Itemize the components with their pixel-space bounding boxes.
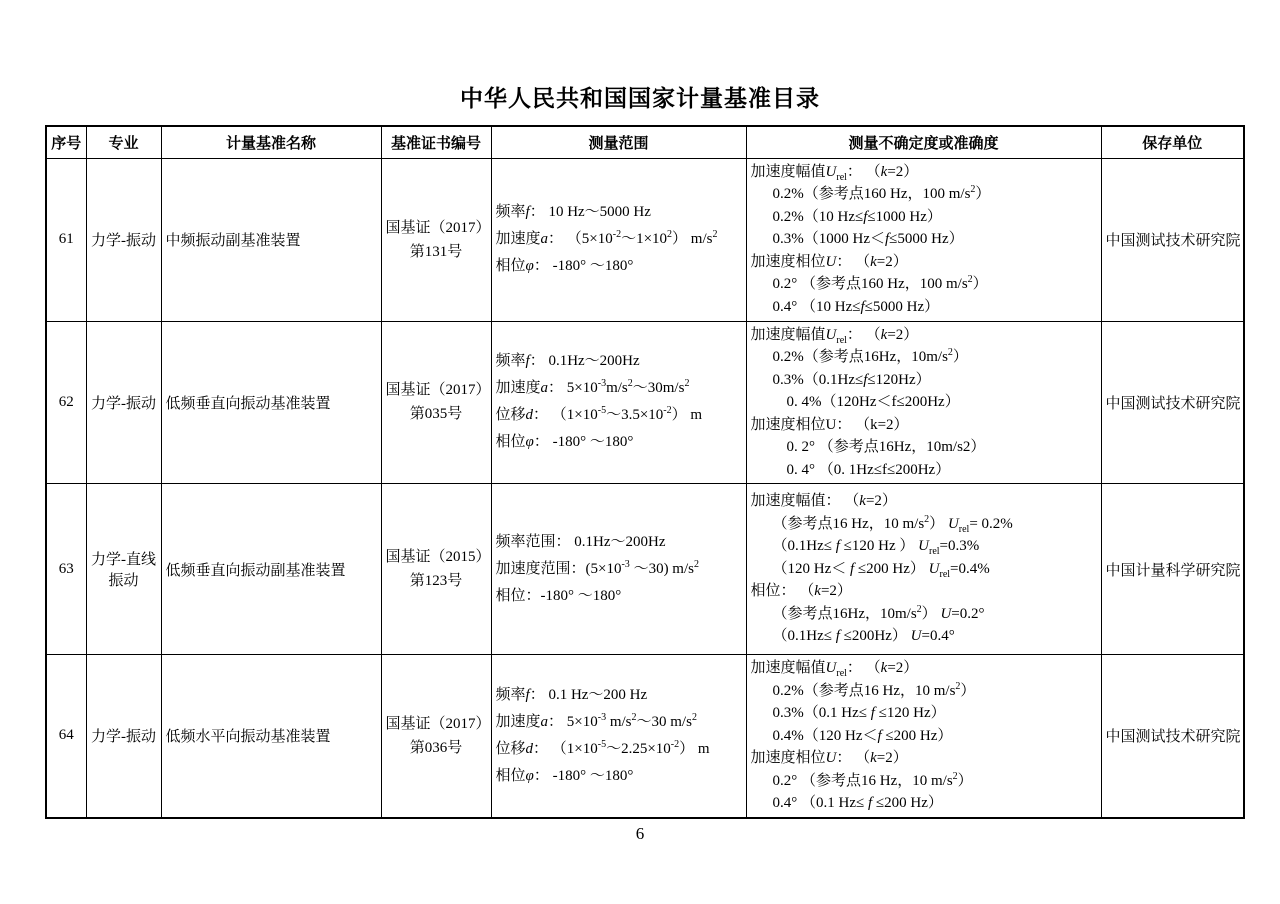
uncertainty-line: 0.2%（参考点16Hz，$10m/s^2$） [772,347,968,365]
certificate-line: 国基证（2017） [385,715,491,732]
uncertainty-line: 相位： （k=2） [750,583,852,600]
certificate-cell [381,484,491,655]
uncertainty-line: （0.1Hz≤ f ≤200Hz） U=0.4° [772,628,955,645]
uncertainty-line: 0.4° （10 Hz≤f≤5000 Hz） [772,298,940,315]
table-row [46,158,1244,321]
table-header [46,126,1244,158]
uncertainty-cell [746,158,1101,321]
uncertainty-line: 0.2° （参考点16 Hz，10 $m/s^2$） [772,770,973,789]
row-number-cell: 64 [46,655,86,818]
keeper-cell: 中国计量科学研究院 [1101,484,1244,655]
range-line: 位移d： $(1\times 10^{-5}\sim 3.5\times 10^{-2})$ m [495,405,703,424]
keeper-cell: 中国测试技术研究院 [1101,321,1244,484]
header-measurement-range: 测量范围 [491,126,746,158]
uncertainty-line: （120 Hz＜ f ≤200 Hz） $U_{rel}=0.4\%$ [772,560,990,580]
header-standard-name: 计量基准名称 [161,126,381,158]
specialty-cell [86,484,161,655]
uncertainty-line: 加速度幅值$U_{rel}$： （k=2） [750,326,919,346]
uncertainty-cell [746,655,1101,818]
certificate-cell [381,158,491,321]
page-number: 6 [635,824,645,843]
certificate-cell [381,655,491,818]
page-title: 中华人民共和国国家计量基准目录 [460,86,820,111]
certificate-line: 国基证（2015） [385,549,491,565]
range-line: 加速度a： $5\times 10^{-3}$ $m/s^2\sim 30$ $m/s^2$ [495,711,697,730]
specialty-line: 振动 [108,573,139,589]
certificate-cell [381,321,491,484]
header-specialty: 专业 [86,126,161,158]
uncertainty-line: 0.2%（参考点160 Hz，100 $m/s^2$） [772,184,991,203]
certificate-line: 国基证（2017） [385,382,491,399]
row-number-cell: 62 [46,321,86,484]
uncertainty-line: 0.3%（0.1 Hz≤ f ≤120 Hz） [772,705,946,721]
specialty-cell [86,158,161,321]
table-row [46,321,1244,484]
uncertainty-line: （参考点16 Hz，10 $m/s^2$） $U_{rel}= 0.2\%$ [772,513,1013,535]
range-line: 频率范围： 0.1Hz～200Hz [495,533,666,550]
uncertainty-line: 0. 2° （参考点16Hz，10m/s2） [786,439,986,455]
standard-name-cell: 低频水平向振动基准装置 [161,655,381,818]
row-number-cell: 61 [46,158,86,321]
range-line: 加速度a： $5\times 10^{-3}m/s^2\sim 30m/s^2$ [495,378,690,397]
measurement-range-cell [491,158,746,321]
national-standards-table [45,125,1245,819]
range-line: 相位φ： -180° ～180° [495,434,634,451]
row-number-cell: 63 [46,484,86,655]
certificate-line: 国基证（2017） [385,219,491,236]
measurement-range-cell [491,484,746,655]
standard-name-cell: 中频振动副基准装置 [161,158,381,321]
range-line: 相位φ： -180° ～180° [495,258,634,274]
standard-name-cell: 低频垂直向振动副基准装置 [161,484,381,655]
specialty-line: 力学-振动 [91,395,156,412]
keeper-cell: 中国测试技术研究院 [1101,655,1244,818]
uncertainty-line: 加速度幅值： （k=2） [750,493,897,510]
standard-name-cell: 低频垂直向振动基准装置 [161,321,381,484]
table-row [46,655,1244,818]
uncertainty-line: 0. 4%（120Hz＜f≤200Hz） [786,394,960,410]
header-serial-number: 序号 [46,126,86,158]
uncertainty-line: 加速度相位U： （k=2） [750,416,909,433]
measurement-range-cell [491,655,746,818]
range-line: 加速度范围：($5\times 10^{-3}$ ～30) $m/s^2$ [495,558,699,577]
specialty-line: 力学-振动 [91,729,156,746]
uncertainty-line: 0.2° （参考点160 Hz，100 $m/s^2$） [772,274,988,293]
range-line: 频率f： 10 Hz～5000 Hz [495,204,651,220]
range-line: 位移d： $(1\times 10^{-5}\sim 2.25\times 10^{-2})$ m [495,738,710,757]
certificate-line: 第036号 [409,739,463,756]
certificate-line: 第035号 [409,406,463,423]
uncertainty-line: 加速度相位U： （k=2） [750,253,908,270]
range-line: 相位：-180° ～180° [495,587,622,604]
range-line: 频率f： 0.1Hz～200Hz [495,353,640,370]
certificate-line: 第123号 [409,573,463,589]
uncertainty-line: 加速度幅值$U_{rel}$： （k=2） [750,660,919,679]
certificate-line: 第131号 [409,243,463,260]
range-line: 相位φ： -180° ～180° [495,767,634,784]
uncertainty-line: （0.1Hz≤ f ≤120 Hz ） $U_{rel}=0.3\%$ [772,538,980,558]
uncertainty-cell [746,321,1101,484]
uncertainty-cell [746,484,1101,655]
uncertainty-line: 0.2%（10 Hz≤f≤1000 Hz） [772,208,942,225]
table-row [46,484,1244,655]
measurement-range-cell [491,321,746,484]
uncertainty-line: 0.2%（参考点16 Hz，10 $m/s^2$） [772,680,976,699]
uncertainty-line: 加速度相位U： （k=2） [750,750,908,766]
uncertainty-line: 0.3%（0.1Hz≤f≤120Hz） [772,371,931,388]
uncertainty-line: 0.4%（120 Hz＜f ≤200 Hz） [772,727,953,744]
table-header-row [46,126,1244,158]
uncertainty-line: （参考点16Hz，$10m/s^2$） U=0.2° [772,603,985,622]
specialty-line: 力学-直线 [91,552,156,568]
header-keeper-unit: 保存单位 [1101,126,1244,158]
specialty-line: 力学-振动 [91,233,156,249]
header-certificate-number: 基准证书编号 [381,126,491,158]
uncertainty-line: 0. 4° （0. 1Hz≤f≤200Hz） [786,461,951,478]
specialty-cell [86,321,161,484]
header-uncertainty: 测量不确定度或准确度 [746,126,1101,158]
uncertainty-line: 0.3%（1000 Hz＜f≤5000 Hz） [772,231,964,248]
specialty-cell [86,655,161,818]
range-line: 加速度a： $(5\times 10^{-2}\sim 1\times 10^2)$ $m/s^2$ [495,229,718,247]
uncertainty-line: 加速度幅值$U_{rel}$： （k=2） [750,163,919,183]
table-body [46,158,1244,818]
keeper-cell: 中国测试技术研究院 [1101,158,1244,321]
range-line: 频率f： 0.1 Hz～200 Hz [495,686,648,703]
uncertainty-line: 0.4° （0.1 Hz≤ f ≤200 Hz） [772,795,943,811]
